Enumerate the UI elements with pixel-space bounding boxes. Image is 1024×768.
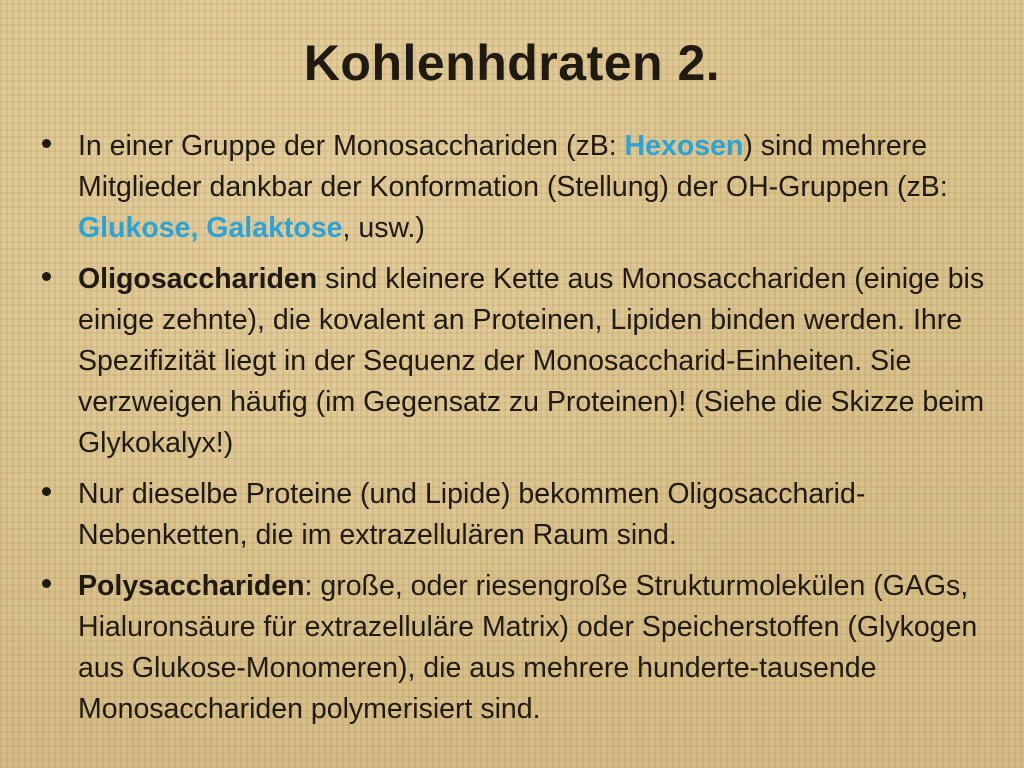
highlight-term: Glukose, Galaktose (78, 212, 343, 244)
bullet-dot-icon (42, 579, 51, 588)
bullet-dot-icon (42, 487, 51, 496)
bullet-item (34, 259, 1000, 464)
bullet-item (34, 126, 1000, 249)
bullet-text: ) sind mehrere Mitglieder dankbar der Konformation (Stellung) der OH-Gruppen (zB: (78, 130, 948, 203)
bullet-text: : große, oder riesengroße Strukturmolekülen (GAGs, Hialuronsäure für extrazelluläre Matrix) oder Speicherstoffen (Glykogen aus Glukose-Monomeren), die aus mehrere hunderte-tausende Monosacchariden polymerisiert sind. (78, 570, 978, 725)
bold-term: Polysacchariden (78, 570, 305, 602)
bullet-dot-icon (42, 272, 51, 281)
slide-title: Kohlenhdraten 2. (303, 35, 721, 91)
bullet-list (34, 126, 1000, 740)
bullet-text: In einer Gruppe der Monosacchariden (zB: (78, 130, 625, 162)
bold-term: Oligosacchariden (78, 263, 318, 295)
highlight-term: Hexosen (624, 130, 744, 162)
bullet-dot-icon (42, 139, 51, 148)
bullet-text: , usw.) (342, 212, 425, 244)
bullet-item (34, 566, 1000, 730)
bullet-text: sind kleinere Kette aus Monosacchariden (einige bis einige zehnte), die kovalent an Proteinen, Lipiden binden werden. Ihre Spezifizität liegt in der Sequenz der Monosaccharid-Einheiten. Sie verzweigen häufig (im Gegensatz zu Proteinen)! (Siehe die Skizze beim Glykokalyx!) (78, 263, 985, 459)
bullet-text: Nur dieselbe Proteine (und Lipide) bekommen Oligosaccharid-Nebenketten, die im extrazellulären Raum sind. (78, 478, 866, 551)
bullet-item (34, 474, 1000, 556)
